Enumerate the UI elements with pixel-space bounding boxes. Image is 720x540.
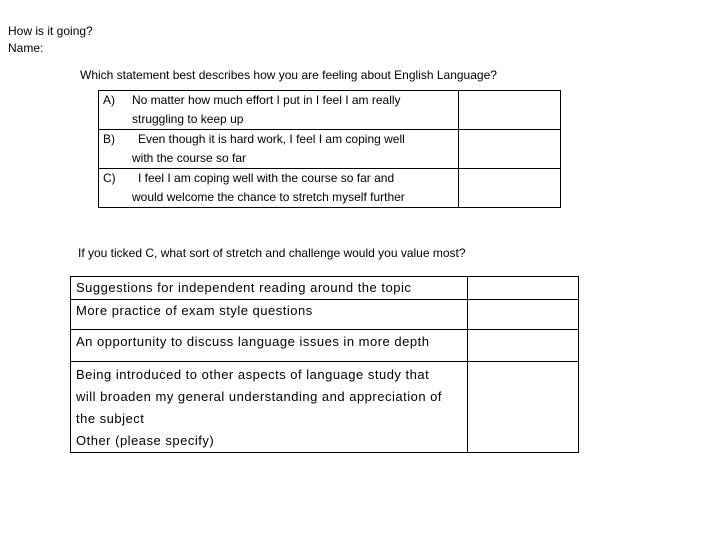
- stretch-row-reading: [71, 277, 579, 300]
- worksheet-title: How is it going?: [8, 24, 93, 38]
- option-text-line: would welcome the chance to stretch myself further: [132, 190, 405, 204]
- option-text-line: Even though it is hard work, I feel I am coping well: [138, 132, 405, 146]
- question1-prompt: Which statement best describes how you are feeling about English Language?: [80, 68, 497, 82]
- tick-box-broaden[interactable]: [468, 362, 579, 453]
- stretch-option-text: the subject: [76, 411, 145, 426]
- tick-box-reading[interactable]: [468, 277, 579, 300]
- question2-prompt: If you ticked C, what sort of stretch and challenge would you value most?: [78, 246, 466, 260]
- stretch-row-exam: [71, 300, 579, 330]
- option-row-b: [99, 130, 561, 169]
- option-row-a: [99, 91, 561, 130]
- tick-box-c[interactable]: [459, 169, 561, 208]
- option-letter: C): [103, 171, 116, 185]
- option-text-line: with the course so far: [132, 151, 247, 165]
- stretch-option-text: Other (please specify): [76, 433, 215, 448]
- tick-box-discuss[interactable]: [468, 330, 579, 362]
- stretch-option-text: More practice of exam style questions: [76, 303, 313, 318]
- stretch-option-text: An opportunity to discuss language issues in more depth: [76, 334, 430, 349]
- stretch-table: [70, 276, 579, 453]
- stretch-row-discuss: [71, 330, 579, 362]
- option-letter: B): [103, 132, 115, 146]
- stretch-option-text: Being introduced to other aspects of language study that: [76, 367, 430, 382]
- option-letter: A): [103, 93, 115, 107]
- name-label: Name:: [8, 41, 44, 55]
- option-text-line: I feel I am coping well with the course so far and: [138, 171, 395, 185]
- option-text-line: struggling to keep up: [132, 112, 244, 126]
- stretch-option-text: Suggestions for independent reading around the topic: [76, 280, 412, 295]
- tick-box-b[interactable]: [459, 130, 561, 169]
- feelings-table: [98, 90, 561, 208]
- tick-box-a[interactable]: [459, 91, 561, 130]
- stretch-option-text: will broaden my general understanding and appreciation of: [76, 389, 442, 404]
- stretch-row-broaden: [71, 362, 579, 453]
- option-row-c: [99, 169, 561, 208]
- tick-box-exam[interactable]: [468, 300, 579, 330]
- option-text-line: No matter how much effort I put in I feel I am really: [132, 93, 401, 107]
